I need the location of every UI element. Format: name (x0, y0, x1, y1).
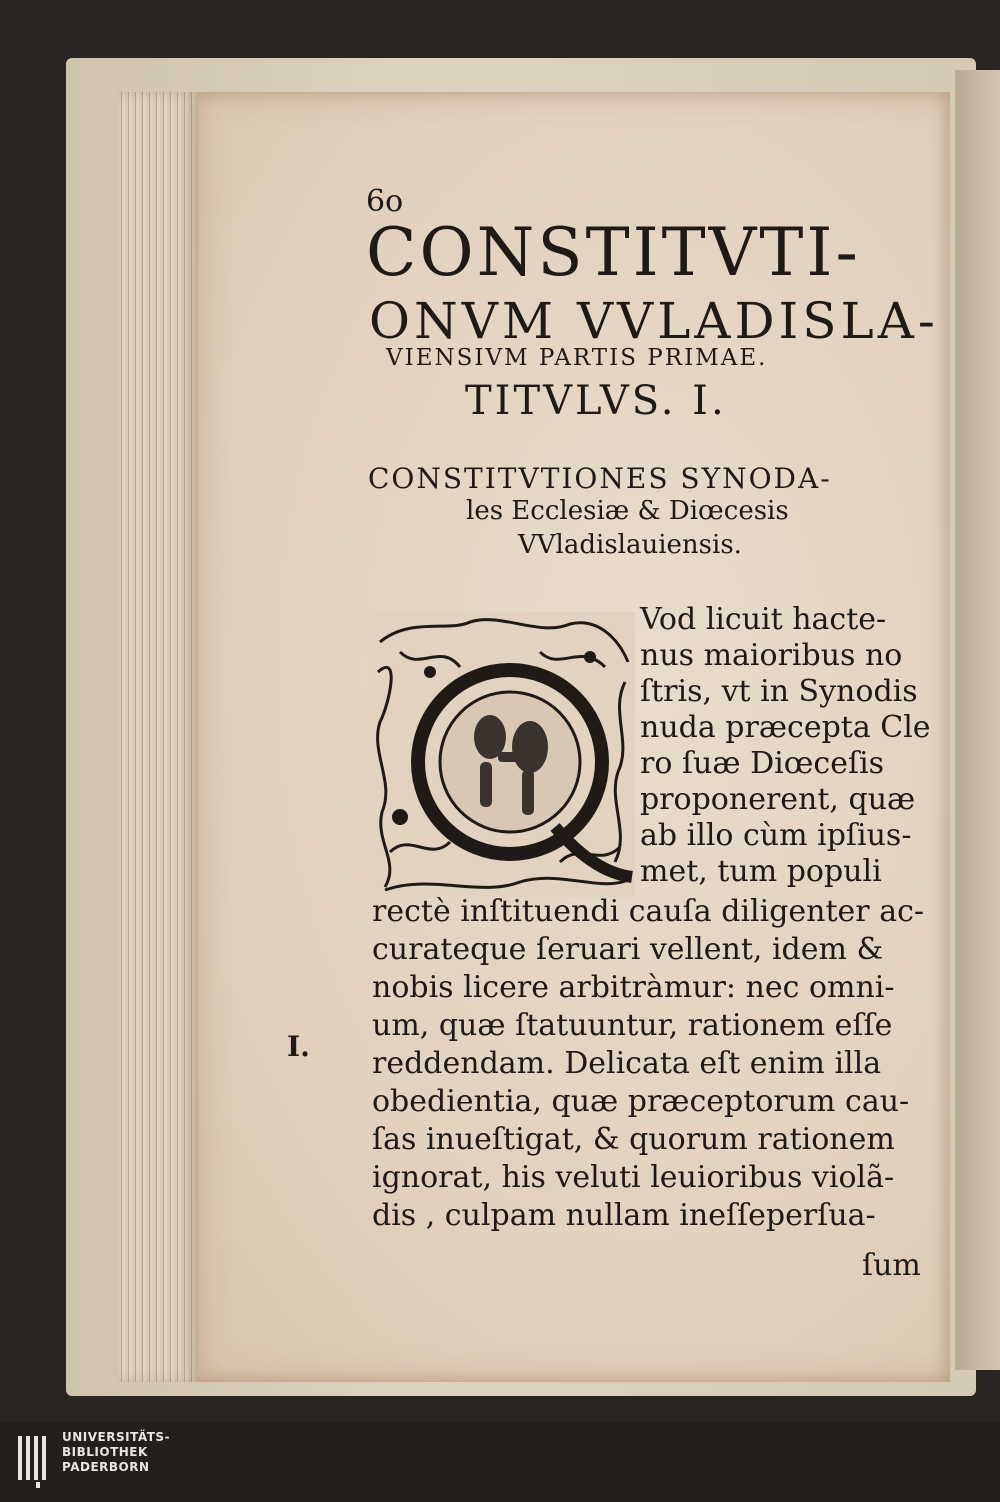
decorated-initial (370, 612, 635, 897)
library-name-line: PADERBORN (62, 1460, 150, 1474)
text-line: nus maioribus no (640, 638, 903, 673)
text-line: nuda præcepta Cle (640, 710, 931, 745)
library-name (62, 1430, 170, 1475)
title-line-3: VIENSIVM PARTIS PRIMAE. (386, 345, 768, 371)
text-line: ro ſuæ Diœceſis (640, 746, 885, 781)
text-line: Vod licuit hacte- (640, 602, 887, 637)
text-line: dis , culpam nullam ineſſeperſua- (372, 1198, 876, 1233)
text-line: obedientia, quæ præceptorum cau- (372, 1084, 910, 1119)
text-line: met, tum populi (640, 854, 882, 889)
section-heading-line-2: les Ecclesiæ & Diœcesis (466, 496, 789, 526)
page-block-edge (118, 92, 198, 1382)
section-heading-line-3: VVladislauiensis. (518, 530, 742, 560)
text-line: ignorat, his veluti leuioribus violã- (372, 1160, 895, 1195)
text-line: curateque ſeruari vellent, idem & (372, 932, 884, 967)
text-line: um, quæ ſtatuuntur, rationem eſſe (372, 1008, 893, 1043)
titulus-heading: TITVLVS. I. (465, 378, 727, 424)
section-heading-line-1: CONSTITVTIONES SYNODA- (368, 462, 832, 495)
text-line: ab illo cùm ipſius- (640, 818, 912, 853)
text-line: reddendam. Delicata eſt enim illa (372, 1046, 882, 1081)
page-number: 6o (366, 184, 404, 219)
title-line-2: ONVM VVLADISLA- (369, 292, 939, 350)
text-line: ſas inueſtigat, & quorum rationem (372, 1122, 895, 1157)
text-line: ſtris, vt in Synodis (640, 674, 918, 709)
library-name-line: UNIVERSITÄTS- (62, 1430, 171, 1444)
text-line: rectè inſtituendi cauſa diligenter ac- (372, 894, 925, 929)
margin-number: I. (287, 1030, 310, 1063)
library-logo-icon (16, 1432, 56, 1490)
catchword: ſum (862, 1248, 921, 1283)
decorated-initial-woodcut-icon (370, 612, 635, 897)
facing-page-edge (955, 70, 1000, 1370)
library-name-line: BIBLIOTHEK (62, 1445, 148, 1459)
text-line: nobis licere arbitràmur: nec omni- (372, 970, 895, 1005)
text-line: proponerent, quæ (640, 782, 916, 817)
title-line-1: CONSTITVTI- (366, 214, 861, 291)
